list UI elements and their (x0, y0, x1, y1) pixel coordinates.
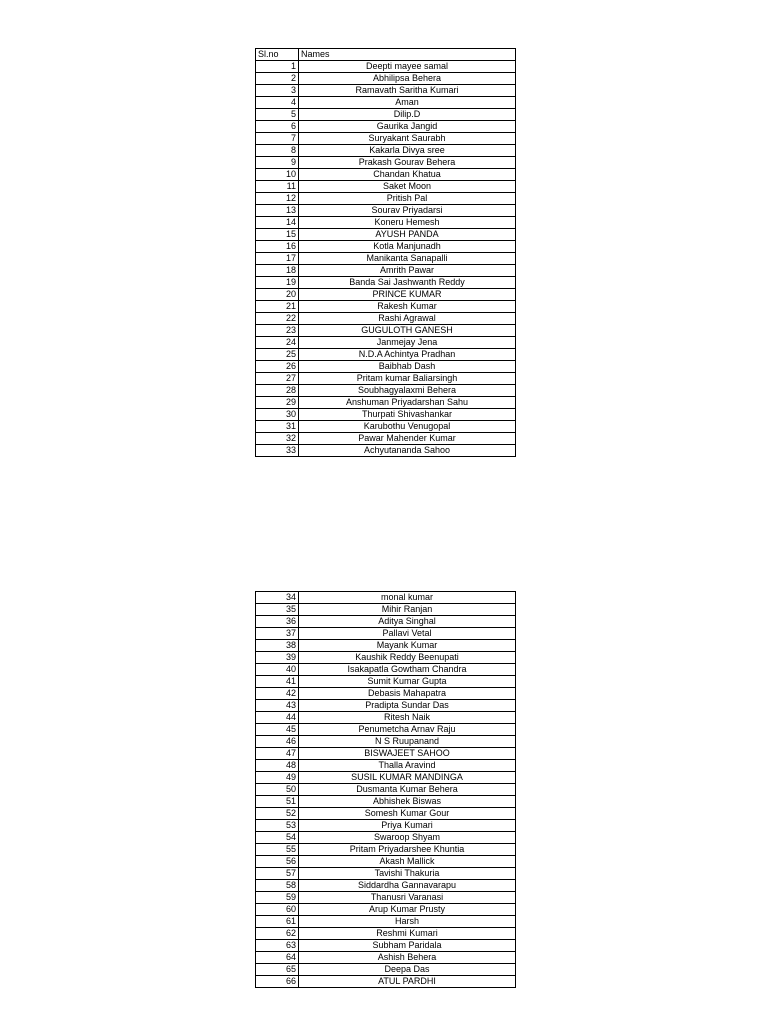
name-cell: GUGULOTH GANESH (299, 325, 516, 337)
table-row (256, 421, 516, 433)
table-row (256, 253, 516, 265)
name-cell: Janmejay Jena (299, 337, 516, 349)
sl-no-cell: 5 (256, 109, 299, 121)
sl-no-cell: 57 (256, 868, 299, 880)
name-cell: Subham Paridala (299, 940, 516, 952)
sl-no-cell: 50 (256, 784, 299, 796)
sl-no-cell: 15 (256, 229, 299, 241)
name-cell: Pritam Priyadarshee Khuntia (299, 844, 516, 856)
name-cell: Penumetcha Arnav Raju (299, 724, 516, 736)
sl-no-cell: 11 (256, 181, 299, 193)
table-row (256, 904, 516, 916)
table-row (256, 832, 516, 844)
table-row (256, 433, 516, 445)
table-row (256, 748, 516, 760)
name-cell: Rakesh Kumar (299, 301, 516, 313)
sl-no-cell: 19 (256, 277, 299, 289)
table-row (256, 109, 516, 121)
sl-no-cell: 16 (256, 241, 299, 253)
name-cell: Thalla Aravind (299, 760, 516, 772)
table-row (256, 928, 516, 940)
table-row (256, 844, 516, 856)
sl-no-cell: 21 (256, 301, 299, 313)
sl-no-cell: 4 (256, 97, 299, 109)
names-table-section-2 (255, 591, 516, 988)
name-cell: Karubothu Venugopal (299, 421, 516, 433)
sl-no-cell: 28 (256, 385, 299, 397)
table-row (256, 784, 516, 796)
table-row (256, 349, 516, 361)
name-cell: Pawar Mahender Kumar (299, 433, 516, 445)
sl-no-cell: 65 (256, 964, 299, 976)
name-cell: Dusmanta Kumar Behera (299, 784, 516, 796)
name-cell: N.D.A Achintya Pradhan (299, 349, 516, 361)
sl-no-cell: 3 (256, 85, 299, 97)
name-cell: Isakapatla Gowtham Chandra (299, 664, 516, 676)
name-cell: AYUSH PANDA (299, 229, 516, 241)
table-row (256, 385, 516, 397)
table-row (256, 976, 516, 988)
name-cell: Thurpati Shivashankar (299, 409, 516, 421)
table-row (256, 73, 516, 85)
sl-no-cell: 24 (256, 337, 299, 349)
table-row (256, 628, 516, 640)
table-row (256, 61, 516, 73)
sl-no-cell: 17 (256, 253, 299, 265)
sl-no-cell: 59 (256, 892, 299, 904)
name-cell: Gaurika Jangid (299, 121, 516, 133)
sl-no-cell: 62 (256, 928, 299, 940)
table-row (256, 880, 516, 892)
sl-no-cell: 1 (256, 61, 299, 73)
table-row (256, 664, 516, 676)
table-row (256, 736, 516, 748)
name-cell: PRINCE KUMAR (299, 289, 516, 301)
name-cell: Ashish Behera (299, 952, 516, 964)
sl-no-cell: 51 (256, 796, 299, 808)
sl-no-cell: 40 (256, 664, 299, 676)
table-row (256, 808, 516, 820)
table-row (256, 169, 516, 181)
sl-no-cell: 43 (256, 700, 299, 712)
name-cell: Pradipta Sundar Das (299, 700, 516, 712)
name-cell: Akash Mallick (299, 856, 516, 868)
table-row (256, 724, 516, 736)
sl-no-cell: 33 (256, 445, 299, 457)
sl-no-cell: 35 (256, 604, 299, 616)
name-cell: Manikanta Sanapalli (299, 253, 516, 265)
table-row (256, 409, 516, 421)
name-cell: Reshmi Kumari (299, 928, 516, 940)
sl-no-cell: 38 (256, 640, 299, 652)
name-cell: Abhishek Biswas (299, 796, 516, 808)
name-cell: Pritish Pal (299, 193, 516, 205)
sl-no-cell: 25 (256, 349, 299, 361)
table-row (256, 121, 516, 133)
table-row (256, 85, 516, 97)
name-cell: Kakarla Divya sree (299, 145, 516, 157)
table-row (256, 796, 516, 808)
name-cell: Koneru Hemesh (299, 217, 516, 229)
name-cell: Sourav Priyadarsi (299, 205, 516, 217)
name-cell: monal kumar (299, 592, 516, 604)
table-row (256, 676, 516, 688)
sl-no-cell: 30 (256, 409, 299, 421)
table-row (256, 652, 516, 664)
table-row (256, 820, 516, 832)
name-cell: Ramavath Saritha Kumari (299, 85, 516, 97)
sl-no-header: Sl.no (256, 49, 299, 61)
name-cell: Kotla Manjunadh (299, 241, 516, 253)
sl-no-cell: 10 (256, 169, 299, 181)
table-row (256, 265, 516, 277)
table-row (256, 964, 516, 976)
name-cell: Ritesh Naik (299, 712, 516, 724)
name-cell: Kaushik Reddy Beenupati (299, 652, 516, 664)
sl-no-cell: 44 (256, 712, 299, 724)
name-cell: Debasis Mahapatra (299, 688, 516, 700)
name-cell: Banda Sai Jashwanth Reddy (299, 277, 516, 289)
sl-no-cell: 42 (256, 688, 299, 700)
table-row (256, 952, 516, 964)
names-table-section-1 (255, 48, 516, 457)
sl-no-cell: 8 (256, 145, 299, 157)
sl-no-cell: 23 (256, 325, 299, 337)
sl-no-cell: 55 (256, 844, 299, 856)
name-cell: Rashi Agrawal (299, 313, 516, 325)
table-row (256, 157, 516, 169)
table-row (256, 604, 516, 616)
table-row (256, 289, 516, 301)
sl-no-cell: 48 (256, 760, 299, 772)
sl-no-cell: 7 (256, 133, 299, 145)
name-cell: Aman (299, 97, 516, 109)
table-row (256, 217, 516, 229)
name-cell: Deepti mayee samal (299, 61, 516, 73)
table-row (256, 700, 516, 712)
sl-no-cell: 58 (256, 880, 299, 892)
name-cell: Anshuman Priyadarshan Sahu (299, 397, 516, 409)
table-row (256, 205, 516, 217)
sl-no-cell: 36 (256, 616, 299, 628)
sl-no-cell: 12 (256, 193, 299, 205)
sl-no-cell: 26 (256, 361, 299, 373)
name-cell: Baibhab Dash (299, 361, 516, 373)
sl-no-cell: 22 (256, 313, 299, 325)
name-cell: Pallavi Vetal (299, 628, 516, 640)
sl-no-cell: 46 (256, 736, 299, 748)
sl-no-cell: 27 (256, 373, 299, 385)
name-cell: SUSIL KUMAR MANDINGA (299, 772, 516, 784)
name-cell: Tavishi Thakuria (299, 868, 516, 880)
sl-no-cell: 47 (256, 748, 299, 760)
sl-no-cell: 39 (256, 652, 299, 664)
sl-no-cell: 63 (256, 940, 299, 952)
sl-no-cell: 41 (256, 676, 299, 688)
table-row (256, 445, 516, 457)
table-row (256, 229, 516, 241)
name-cell: Mayank Kumar (299, 640, 516, 652)
name-cell: N S Ruupanand (299, 736, 516, 748)
sl-no-cell: 2 (256, 73, 299, 85)
names-table-body (256, 49, 516, 457)
sl-no-cell: 54 (256, 832, 299, 844)
name-cell: Dilip.D (299, 109, 516, 121)
name-cell: Swaroop Shyam (299, 832, 516, 844)
sl-no-cell: 14 (256, 217, 299, 229)
table-row (256, 325, 516, 337)
table-row (256, 772, 516, 784)
table-row (256, 337, 516, 349)
name-cell: Pritam kumar Baliarsingh (299, 373, 516, 385)
sl-no-cell: 31 (256, 421, 299, 433)
table-row (256, 616, 516, 628)
table-row (256, 868, 516, 880)
sl-no-cell: 20 (256, 289, 299, 301)
table-row (256, 313, 516, 325)
table-row (256, 592, 516, 604)
names-table-body (256, 592, 516, 988)
table-row (256, 856, 516, 868)
sl-no-cell: 52 (256, 808, 299, 820)
table-header-row (256, 49, 516, 61)
name-cell: Thanusri Varanasi (299, 892, 516, 904)
name-cell: Achyutananda Sahoo (299, 445, 516, 457)
name-cell: Amrith Pawar (299, 265, 516, 277)
table-row (256, 193, 516, 205)
sl-no-cell: 45 (256, 724, 299, 736)
sl-no-cell: 6 (256, 121, 299, 133)
sl-no-cell: 56 (256, 856, 299, 868)
sl-no-cell: 9 (256, 157, 299, 169)
sl-no-cell: 64 (256, 952, 299, 964)
name-cell: Suryakant Saurabh (299, 133, 516, 145)
table-row (256, 712, 516, 724)
table-row (256, 277, 516, 289)
name-cell: Sumit Kumar Gupta (299, 676, 516, 688)
name-cell: Harsh (299, 916, 516, 928)
names-header: Names (299, 49, 516, 61)
table-row (256, 361, 516, 373)
name-cell: Aditya Singhal (299, 616, 516, 628)
name-cell: Somesh Kumar Gour (299, 808, 516, 820)
table-row (256, 301, 516, 313)
sl-no-cell: 61 (256, 916, 299, 928)
name-cell: Deepa Das (299, 964, 516, 976)
name-cell: Priya Kumari (299, 820, 516, 832)
name-cell: Siddardha Gannavarapu (299, 880, 516, 892)
table-row (256, 916, 516, 928)
table-row (256, 688, 516, 700)
sl-no-cell: 18 (256, 265, 299, 277)
sl-no-cell: 66 (256, 976, 299, 988)
name-cell: Soubhagyalaxmi Behera (299, 385, 516, 397)
name-cell: ATUL PARDHI (299, 976, 516, 988)
table-row (256, 145, 516, 157)
table-row (256, 373, 516, 385)
table-row (256, 760, 516, 772)
table-row (256, 181, 516, 193)
table-row (256, 241, 516, 253)
name-cell: Saket Moon (299, 181, 516, 193)
sl-no-cell: 34 (256, 592, 299, 604)
table-row (256, 892, 516, 904)
sl-no-cell: 32 (256, 433, 299, 445)
sl-no-cell: 49 (256, 772, 299, 784)
sl-no-cell: 29 (256, 397, 299, 409)
table-row (256, 133, 516, 145)
table-row (256, 940, 516, 952)
sl-no-cell: 37 (256, 628, 299, 640)
sl-no-cell: 13 (256, 205, 299, 217)
name-cell: BISWAJEET SAHOO (299, 748, 516, 760)
sl-no-cell: 53 (256, 820, 299, 832)
name-cell: Abhilipsa Behera (299, 73, 516, 85)
name-cell: Chandan Khatua (299, 169, 516, 181)
table-row (256, 640, 516, 652)
name-cell: Prakash Gourav Behera (299, 157, 516, 169)
table-row (256, 397, 516, 409)
name-cell: Mihir Ranjan (299, 604, 516, 616)
name-cell: Arup Kumar Prusty (299, 904, 516, 916)
table-row (256, 97, 516, 109)
sl-no-cell: 60 (256, 904, 299, 916)
